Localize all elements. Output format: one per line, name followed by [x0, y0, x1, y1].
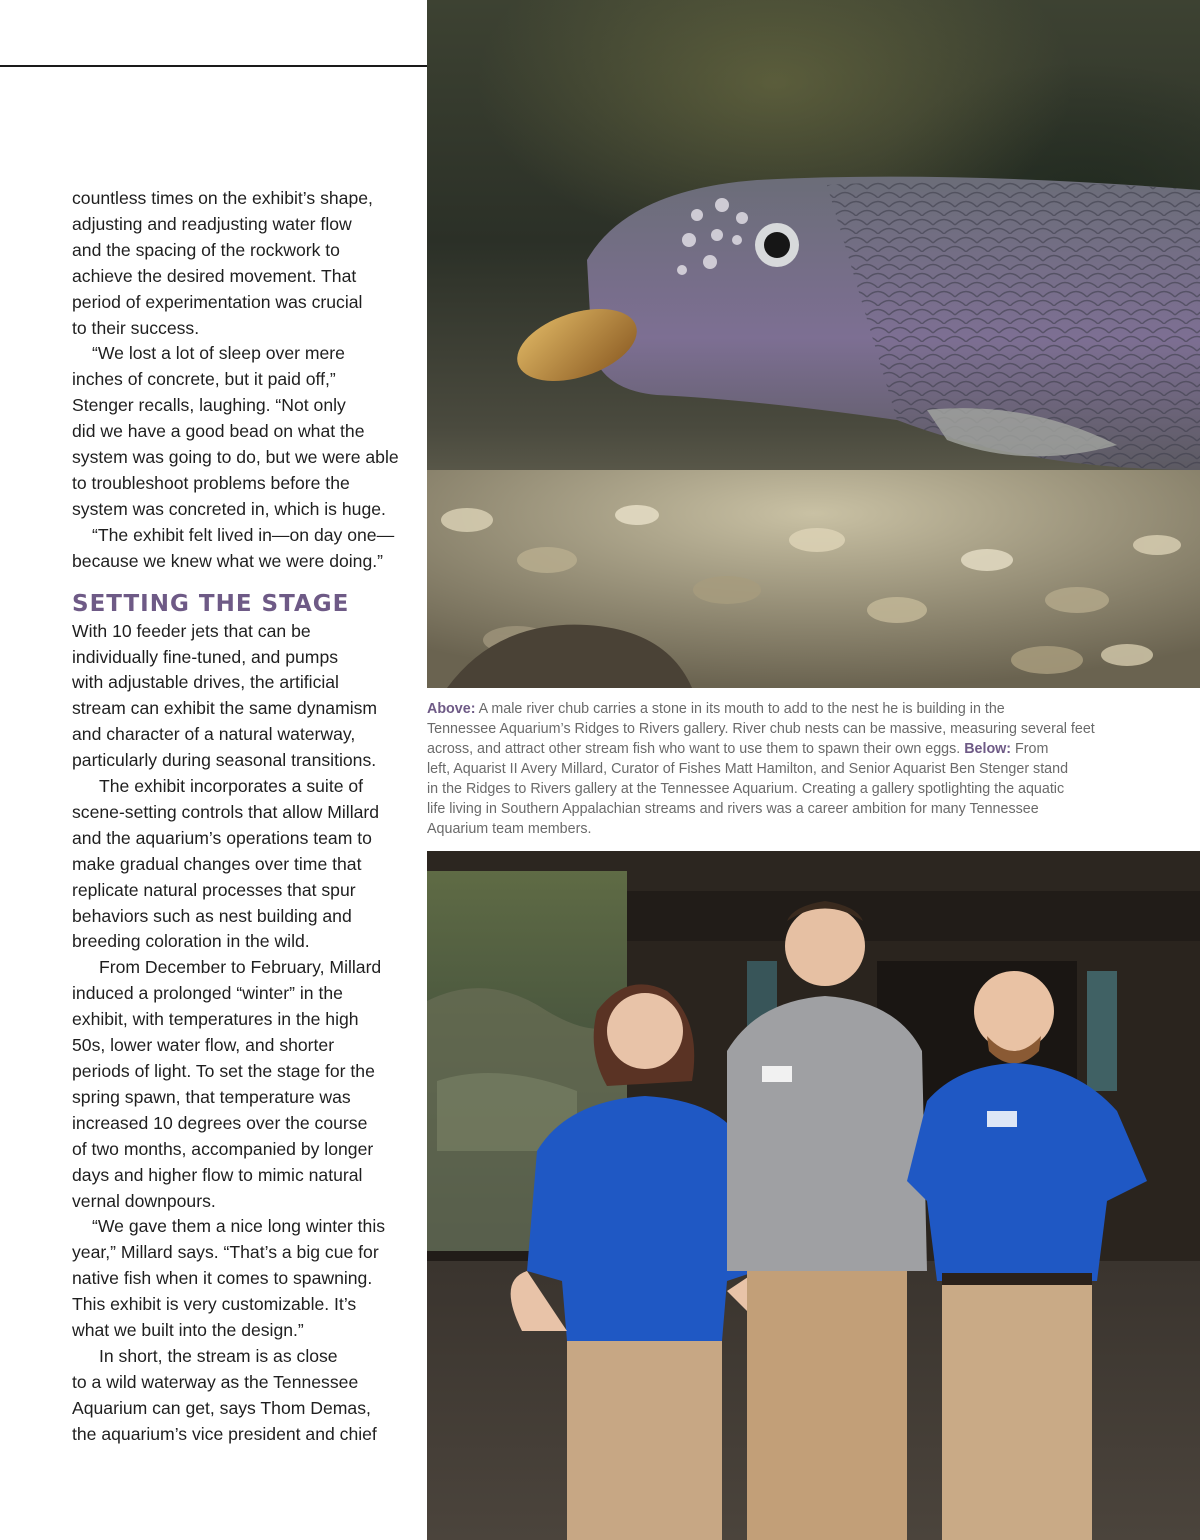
- aquarium-staff-illustration: [427, 851, 1200, 1540]
- body-line: increased 10 degrees over the course: [72, 1112, 368, 1133]
- body-line: scene-setting controls that allow Millard: [72, 801, 380, 822]
- body-line: periods of light. To set the stage for the: [72, 1061, 375, 1081]
- body-line: 50s, lower water flow, and shorter: [72, 1035, 335, 1056]
- body-line: From December to February, Millard: [99, 957, 382, 978]
- body-line: system was going to do, but we were able: [72, 447, 399, 468]
- caption-below-label: Below:: [964, 741, 1012, 757]
- body-line: replicate natural processes that spur: [72, 879, 356, 900]
- body-line: individually fine-tuned, and pumps: [72, 646, 339, 667]
- body-line: days and higher flow to mimic natural: [72, 1164, 363, 1185]
- body-line: what we built into the design.”: [72, 1320, 304, 1341]
- body-line: because we knew what we were doing.”: [72, 550, 383, 571]
- caption-text: in the Ridges to Rivers gallery at the Tennessee Aquarium. Creating a gallery spotlighting the aquatic: [427, 781, 1065, 797]
- caption-text: A male river chub carries a stone in its mouth to add to the nest he is building in the: [475, 701, 1005, 717]
- river-chub-photo: [427, 0, 1200, 688]
- article-column: [72, 186, 412, 1448]
- river-chub-fish: [587, 177, 1200, 470]
- body-line: “We gave them a nice long winter this: [92, 1216, 386, 1237]
- body-line: and the aquarium’s operations team to: [72, 827, 372, 848]
- body-line: to their success.: [72, 317, 200, 338]
- body-line: exhibit, with temperatures in the high: [72, 1009, 359, 1030]
- body-line: of two months, accompanied by longer: [72, 1138, 374, 1159]
- caption-text: Aquarium team members.: [427, 821, 592, 837]
- name-badge: [987, 1111, 1017, 1127]
- body-line: vernal downpours.: [72, 1190, 216, 1211]
- body-line: stream can exhibit the same dynamism: [72, 698, 378, 719]
- section-heading: SETTING THE STAGE: [72, 590, 350, 617]
- body-line: period of experimentation was crucial: [72, 291, 363, 312]
- body-line: achieve the desired movement. That: [72, 265, 357, 286]
- body-line: to troubleshoot problems before the: [72, 472, 350, 493]
- body-line: with adjustable drives, the artificial: [72, 672, 339, 693]
- body-line: the aquarium’s vice president and chief: [72, 1423, 377, 1444]
- body-line: inches of concrete, but it paid off,”: [72, 369, 336, 390]
- caption-above-label: Above:: [427, 701, 476, 717]
- body-line: With 10 feeder jets that can be: [72, 620, 311, 641]
- body-line: Aquarium can get, says Thom Demas,: [72, 1397, 371, 1418]
- river-chub-illustration: [427, 0, 1200, 688]
- body-line: This exhibit is very customizable. It’s: [72, 1294, 357, 1315]
- body-line: induced a prolonged “winter” in the: [72, 983, 343, 1004]
- body-line: Stenger recalls, laughing. “Not only: [72, 395, 346, 416]
- top-rule: [0, 65, 427, 67]
- body-line: and character of a natural waterway,: [72, 724, 356, 745]
- caption-text: life living in Southern Appalachian streams and rivers was a career ambition for many Tennessee: [427, 801, 1039, 817]
- body-line: native fish when it comes to spawning.: [72, 1268, 373, 1289]
- body-line: and the spacing of the rockwork to: [72, 239, 340, 260]
- body-line: breeding coloration in the wild.: [72, 931, 310, 952]
- body-line: “We lost a lot of sleep over mere: [92, 343, 345, 364]
- body-line: countless times on the exhibit’s shape,: [72, 188, 373, 208]
- caption-text: across, and attract other stream fish who want to use them to spawn their own eggs.: [427, 741, 965, 757]
- name-badge: [762, 1066, 792, 1082]
- photo-caption: [427, 699, 1127, 839]
- body-line: particularly during seasonal transitions.: [72, 750, 377, 771]
- caption-text: Tennessee Aquarium’s Ridges to Rivers gallery. River chub nests can be massive, measuring several feet: [427, 721, 1095, 737]
- body-line: adjusting and readjusting water flow: [72, 213, 352, 234]
- body-line: “The exhibit felt lived in—on day one—: [92, 524, 395, 545]
- aquarium-staff-photo: [427, 851, 1200, 1540]
- body-line: make gradual changes over time that: [72, 853, 362, 874]
- body-line: behaviors such as nest building and: [72, 905, 352, 926]
- caption-text: left, Aquarist II Avery Millard, Curator of Fishes Matt Hamilton, and Senior Aquarist Ben Stenger stand: [427, 761, 1069, 777]
- body-line: year,” Millard says. “That’s a big cue for: [72, 1242, 379, 1263]
- body-line: In short, the stream is as close: [99, 1345, 338, 1366]
- body-line: The exhibit incorporates a suite of: [99, 776, 364, 797]
- body-line: did we have a good bead on what the: [72, 421, 365, 442]
- body-line: to a wild waterway as the Tennessee: [72, 1371, 359, 1392]
- body-line: spring spawn, that temperature was: [72, 1086, 351, 1107]
- caption-text: From: [1011, 741, 1049, 757]
- body-line: system was concreted in, which is huge.: [72, 498, 386, 519]
